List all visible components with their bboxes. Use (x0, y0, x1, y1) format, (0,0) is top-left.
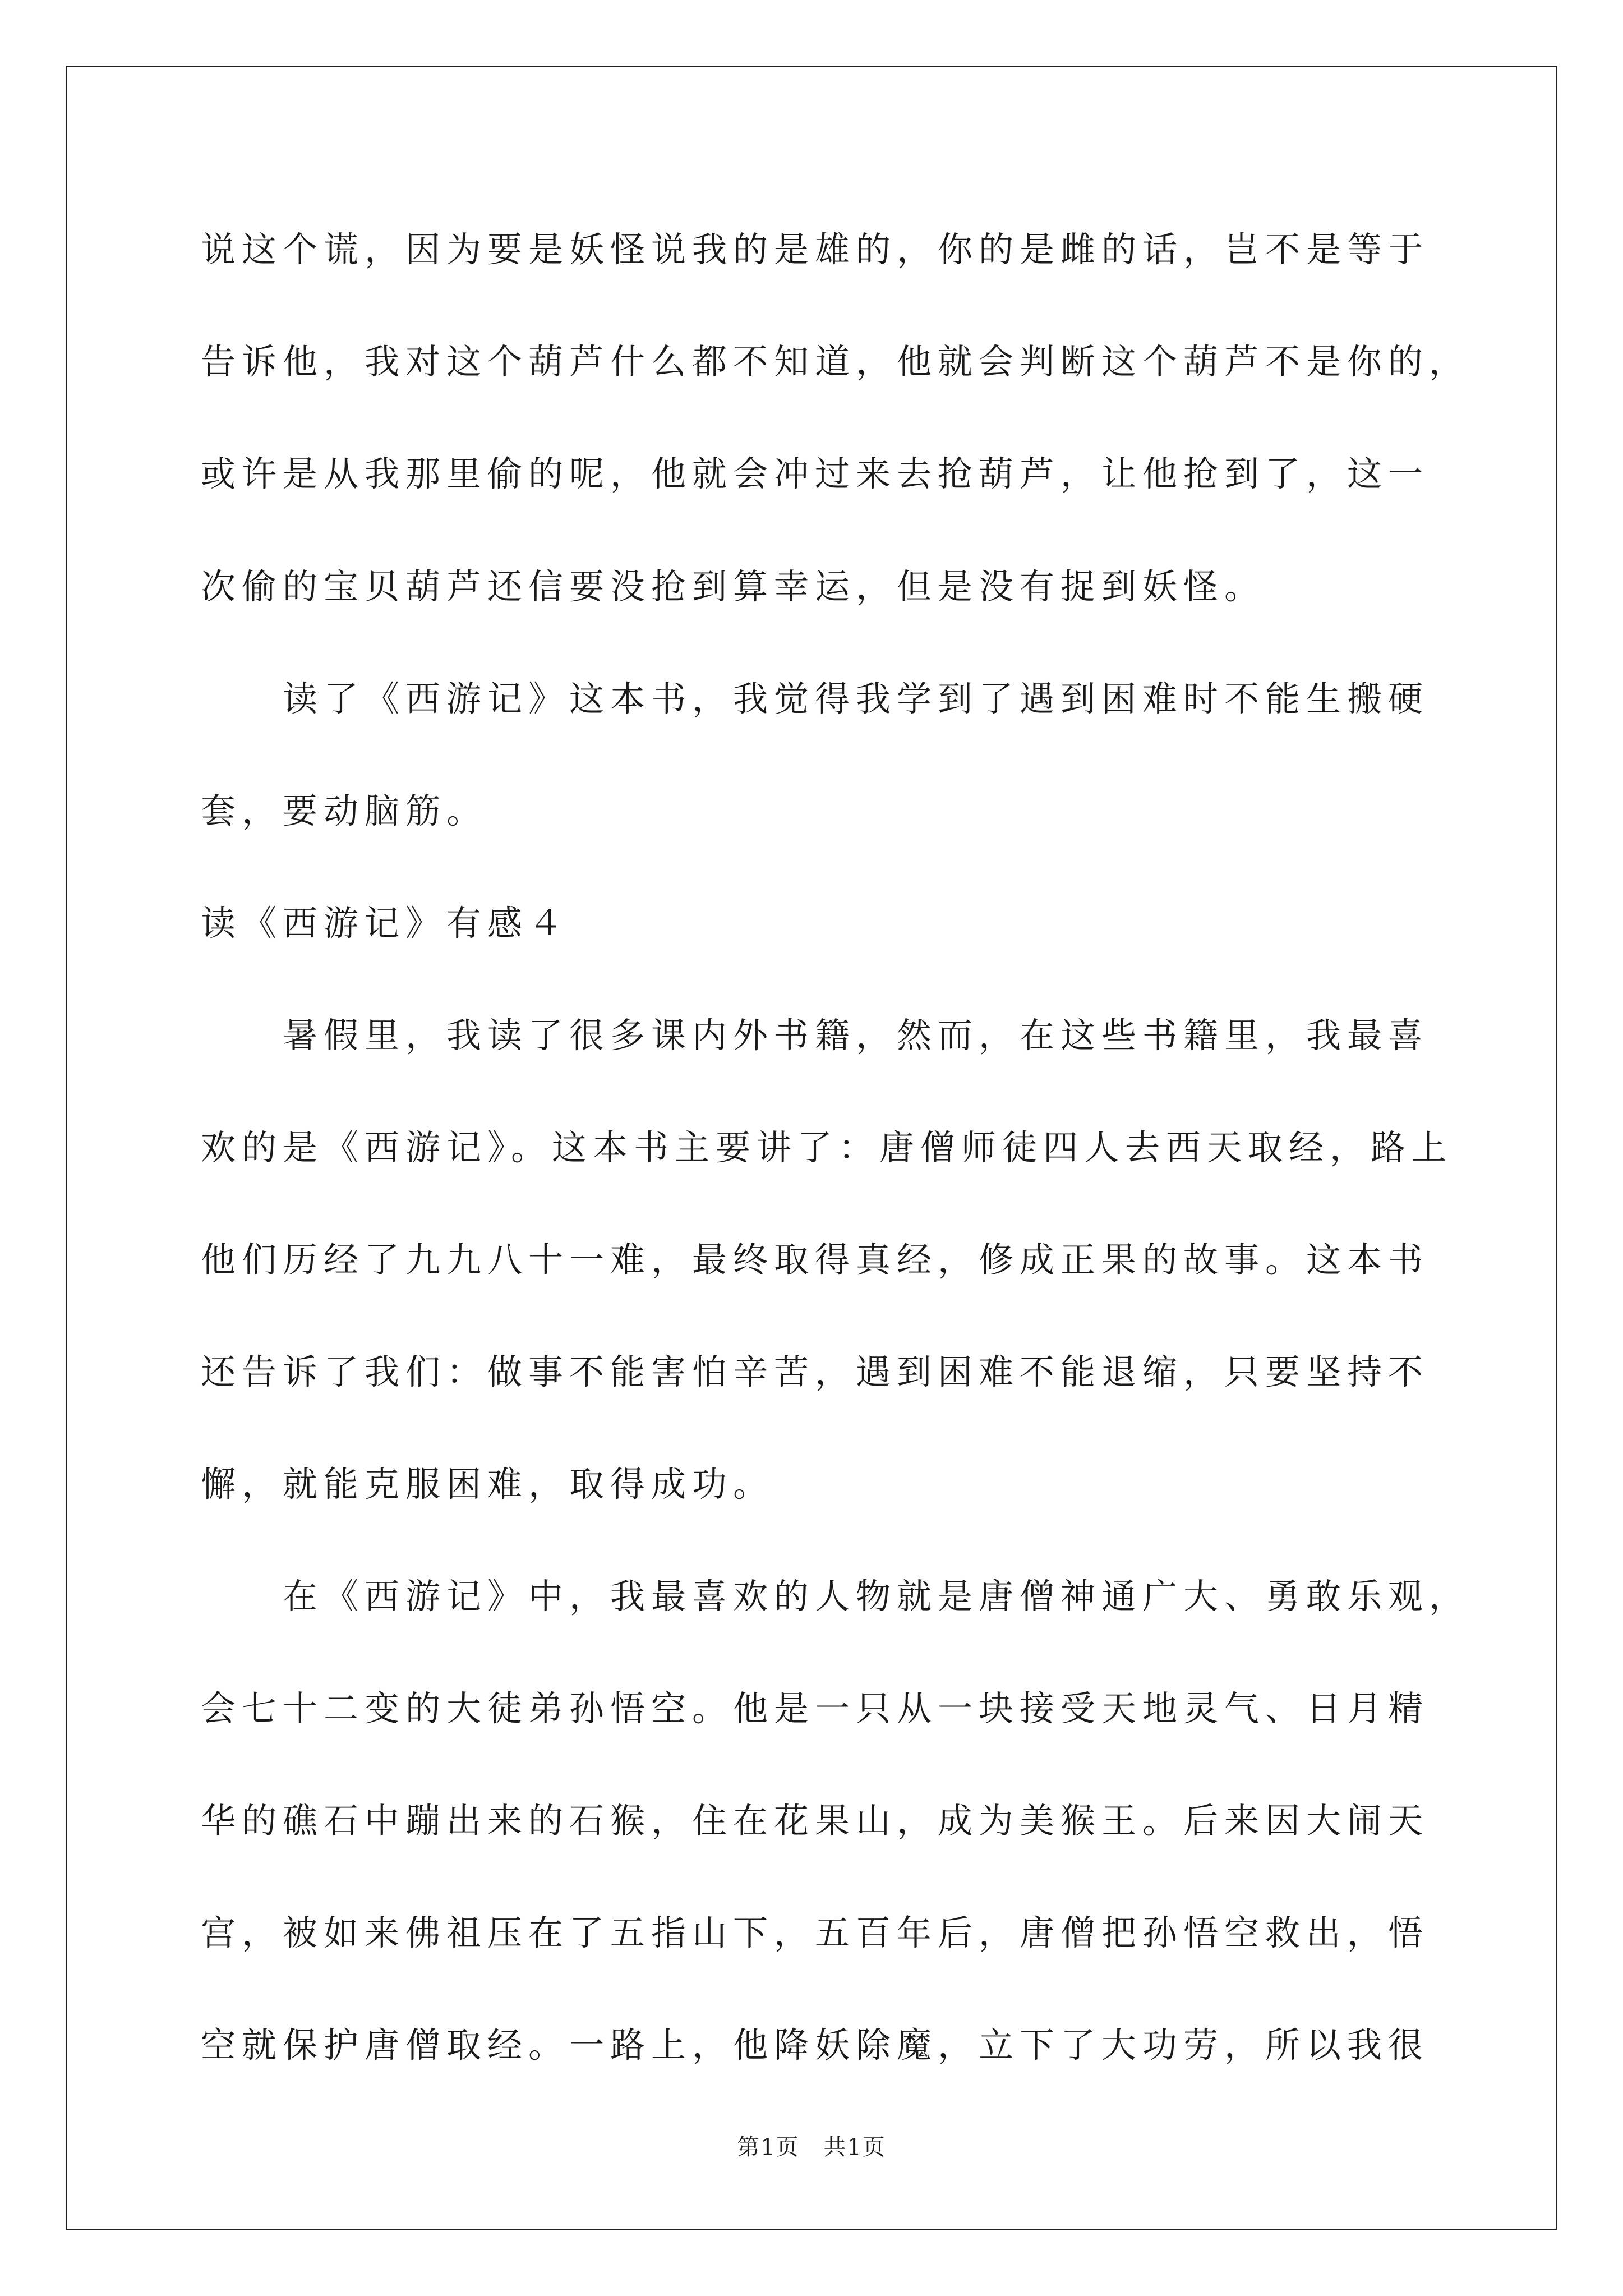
page-number: 第1页 (737, 2134, 800, 2160)
text-line: 次偷的宝贝葫芦还信要没抢到算幸运，但是没有捉到妖怪。 (201, 566, 1266, 607)
paragraph-first-line: 读了《西游记》这本书，我觉得我学到了遇到困难时不能生搬硬 (201, 678, 1430, 719)
text-line: 说这个谎，因为要是妖怪说我的是雄的，你的是雌的话，岂不是等于 (201, 229, 1430, 270)
text-line: 或许是从我那里偷的呢，他就会冲过来去抢葫芦，让他抢到了，这一 (201, 453, 1430, 494)
text-line: 华的礁石中蹦出来的石猴，住在花果山，成为美猴王。后来因大闹天 (201, 1800, 1430, 1841)
section-heading: 读《西游记》有感４ (201, 903, 570, 944)
text-line: 空就保护唐僧取经。一路上，他降妖除魔，立下了大功劳，所以我很 (201, 2024, 1430, 2065)
text-line: 宫，被如来佛祖压在了五指山下，五百年后，唐僧把孙悟空救出，悟 (201, 1912, 1430, 1953)
paragraph-first-line: 暑假里，我读了很多课内外书籍，然而，在这些书籍里，我最喜 (201, 1015, 1430, 1056)
page-footer (0, 2133, 1623, 2162)
paragraph-first-line: 在《西游记》中，我最喜欢的人物就是唐僧神通广大、勇敢乐观， (201, 1576, 1470, 1617)
text-line: 告诉他，我对这个葫芦什么都不知道，他就会判断这个葫芦不是你的， (201, 341, 1470, 382)
text-line: 懈，就能克服困难，取得成功。 (201, 1464, 774, 1504)
text-line: 他们历经了九九八十一难，最终取得真经，修成正果的故事。这本书 (201, 1239, 1430, 1280)
page-total: 共1页 (823, 2134, 886, 2160)
text-line: 欢的是《西游记》。这本书主要讲了：唐僧师徒四人去西天取经，路上 (201, 1127, 1453, 1168)
text-line: 会七十二变的大徒弟孙悟空。他是一只从一块接受天地灵气、日月精 (201, 1688, 1430, 1729)
text-line: 还告诉了我们：做事不能害怕辛苦，遇到困难不能退缩，只要坚持不 (201, 1351, 1430, 1392)
text-line: 套，要动脑筋。 (201, 790, 488, 831)
